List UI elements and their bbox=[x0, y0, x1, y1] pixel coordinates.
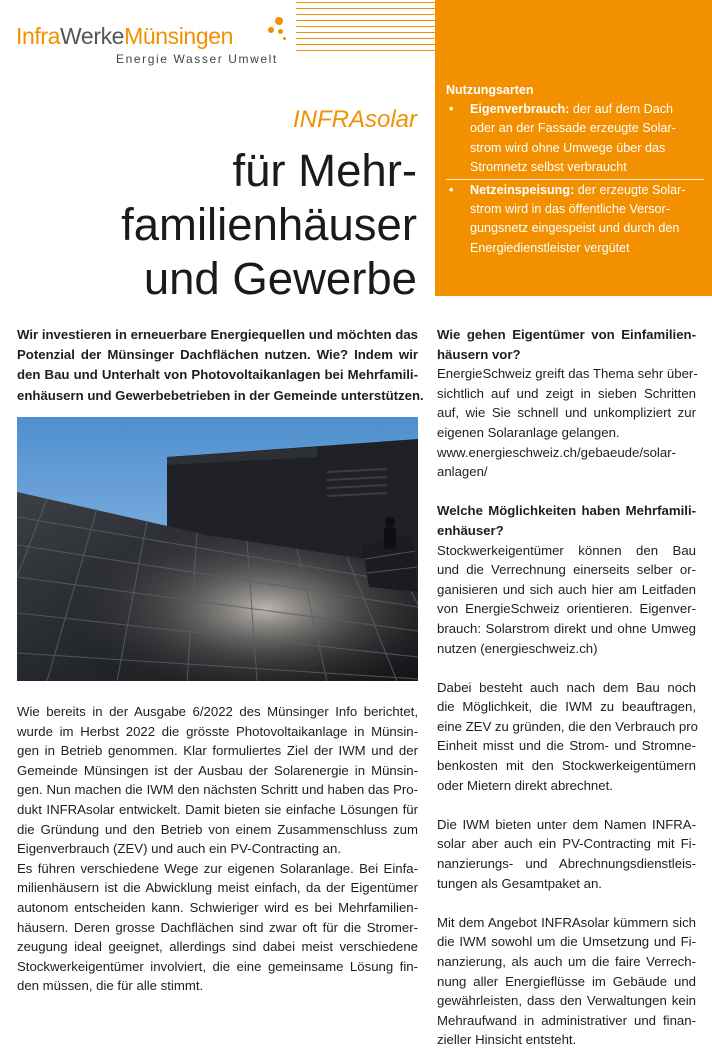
body-line: Mehraufwand in administrativer und finan- bbox=[437, 1012, 696, 1028]
body-line: Stockwerkeigentümer involviert, die eine gemeinsame Lösung fin- bbox=[17, 958, 418, 974]
body-line: nanzierungs- und Abrechnungsdienstleis- bbox=[437, 856, 696, 872]
title-line: familienhäuser bbox=[121, 199, 417, 250]
web-link[interactable]: anlagen/ bbox=[437, 464, 488, 480]
body-line: Stockwerkeigentümer können den Bau bbox=[437, 542, 696, 558]
logo bbox=[16, 16, 296, 66]
body-line: die Möglichkeit, die IWM zu beauftragen, bbox=[437, 699, 696, 715]
info-item-line: strom wird ohne Umwege über das bbox=[470, 140, 666, 155]
body-line: eigenen Solaranlage gelangen. bbox=[437, 424, 620, 440]
body-line: nutzen (energieschweiz.ch) bbox=[437, 640, 598, 656]
body-line: Die IWM bieten unter dem Namen INFRA- bbox=[437, 816, 696, 832]
body-line: zeugung ideal geeignet, allerdings sind dabei meist verschiedene bbox=[17, 939, 418, 955]
body-line: dukt INFRAsolar entwickelt. Damit bieten sie einfache Lösungen für bbox=[17, 801, 418, 817]
body-line: wurde im Herbst 2022 die grösste Photovoltaikanlage in Münsin- bbox=[17, 723, 418, 739]
body-line: autonom entscheiden kann. Schwieriger wird es bei Mehrfamilien- bbox=[17, 899, 418, 915]
body-line: auf, wie Sie schnell und unkompliziert zur bbox=[437, 405, 696, 421]
bullet-icon: • bbox=[449, 182, 454, 197]
body-line: oder Mietern direkt abrechnet. bbox=[437, 777, 613, 793]
web-link[interactable]: www.energieschweiz.ch/gebaeude/solar- bbox=[437, 444, 676, 460]
intro-line: den Bau und Unterhalt von Photovoltaikanlagen bei Mehrfamili- bbox=[17, 367, 418, 383]
article-kicker: INFRAsolar bbox=[292, 106, 417, 133]
logo-part-muensingen: Münsingen bbox=[124, 23, 233, 49]
body-line: brauch: Solarstrom direkt und ohne Umweg bbox=[437, 620, 696, 636]
body-line: milienhäusern ist die Abwicklung meist einfach, da der Eigentümer bbox=[17, 880, 418, 896]
article-title bbox=[0, 144, 417, 306]
info-box-list bbox=[446, 100, 704, 260]
logo-tagline: Energie Wasser Umwelt bbox=[116, 52, 278, 66]
body-text-right bbox=[437, 325, 696, 1050]
logo-dots-icon bbox=[262, 16, 288, 42]
info-item-line: strom wird in das öffentliche Versor- bbox=[470, 202, 670, 217]
body-line: nanzierung, als auch um die faire Verrech- bbox=[437, 954, 696, 969]
info-item-netzeinspeisung bbox=[446, 181, 704, 261]
title-line: für Mehr- bbox=[232, 145, 417, 196]
body-line: eine ZEV zu gründen, die den Verbrauch pro bbox=[437, 718, 698, 734]
body-line: gewährleisten, dass den Verwaltungen kein bbox=[437, 993, 696, 1009]
body-line: solar aber auch ein PV-Contracting mit Fi- bbox=[437, 836, 696, 852]
info-item-line: gungsnetz eingespeist und durch den bbox=[470, 221, 680, 236]
body-line: zieller Hinsicht entsteht. bbox=[437, 1032, 577, 1048]
header-stripes bbox=[296, 2, 435, 54]
body-line: Wie bereits in der Ausgabe 6/2022 des Münsinger Info berichtet, bbox=[17, 704, 418, 719]
logo-part-infra: Infra bbox=[16, 23, 61, 49]
title-line: und Gewerbe bbox=[143, 253, 417, 304]
body-line: Mit dem Angebot INFRAsolar kümmern sich bbox=[437, 914, 696, 930]
bullet-icon: • bbox=[449, 102, 454, 116]
info-item-term: Eigenverbrauch: bbox=[470, 102, 570, 116]
body-line: sichtlich auf und zeigt in sieben Schritten bbox=[437, 385, 696, 401]
info-item-eigenverbrauch bbox=[446, 100, 704, 180]
body-line: nung aller Energieflüsse im Gebäude und bbox=[437, 973, 696, 989]
body-line: Es führen verschiedene Wege zur eigenen Solaranlage. Bei Einfa- bbox=[17, 860, 418, 876]
body-text-left bbox=[17, 702, 418, 996]
body-line: benkosten mit den Stockwerkeigentümern bbox=[437, 758, 696, 774]
body-line: die Gründung und den Betrieb von einem Zusammenschluss zum bbox=[17, 821, 418, 837]
body-line: Einheit misst und die Strom- und Stromne- bbox=[437, 738, 696, 754]
info-box-nutzungsarten bbox=[435, 0, 712, 296]
body-line: gen. Nun machen die IWM den nächsten Schritt und haben das Pro- bbox=[17, 782, 418, 798]
body-line: Dabei besteht auch nach dem Bau noch bbox=[437, 679, 696, 695]
info-item-line: der erzeugte Solar- bbox=[574, 182, 686, 197]
body-line: Gemeinde Münsingen ist der Ausbau der Solarenergie in Münsin- bbox=[17, 762, 418, 778]
intro-line: Potenzial der Münsinger Dachflächen nutzen. Wie? Indem wir bbox=[17, 347, 418, 363]
logo-part-werke: Werke bbox=[60, 23, 125, 49]
intro-line: enhäusern und Gewerbebetrieben in der Gemeinde unterstützen. bbox=[17, 387, 424, 403]
body-line: die IWM sowohl um die Umsetzung und Fi- bbox=[437, 934, 696, 950]
logo-wordmark bbox=[16, 22, 233, 50]
info-box-title: Nutzungsarten bbox=[446, 83, 534, 97]
body-line: Eigenverbrauch (ZEV) und auch ein PV-Contracting an. bbox=[17, 841, 342, 857]
body-line: den müssen, die für alle stimmt. bbox=[17, 978, 204, 994]
section-heading-mehrfamilienhaeuser: Welche Möglichkeiten haben Mehrfamili- bbox=[437, 503, 696, 519]
body-line: häusern. Deren grosse Dachflächen sind zwar oft für die Stromer- bbox=[17, 919, 418, 935]
intro-line: Wir investieren in erneuerbare Energiequellen und möchten das bbox=[17, 327, 418, 342]
info-item-line: oder an der Fassade erzeugte Solar- bbox=[470, 121, 676, 136]
body-line: EnergieSchweiz greift das Thema sehr über- bbox=[437, 366, 698, 382]
solar-panels-photo bbox=[17, 417, 418, 681]
body-line: tungen als Gesamtpaket an. bbox=[437, 875, 602, 891]
section-heading-mehrfamilienhaeuser: enhäuser? bbox=[437, 522, 504, 538]
body-line: ganisieren und sich auch hier am Leitfaden bbox=[437, 581, 696, 597]
body-line: und die Verrechnung einerseits selber or- bbox=[437, 562, 696, 578]
intro-paragraph bbox=[17, 325, 424, 406]
info-item-line: Stromnetz selbst verbraucht bbox=[470, 160, 627, 175]
section-heading-einfamilienhaeuser: Wie gehen Eigentümer von Einfamilien- bbox=[437, 327, 696, 342]
info-item-line: Energiedienstleister vergütet bbox=[470, 240, 630, 255]
section-heading-einfamilienhaeuser: häusern vor? bbox=[437, 346, 521, 362]
body-line: gen in Betrieb genommen. Klar formuliertes Ziel der IWM und der bbox=[17, 743, 418, 759]
info-item-term: Netzeinspeisung: bbox=[470, 182, 575, 197]
info-item-line: der auf dem Dach bbox=[569, 102, 673, 116]
body-line: von EnergieSchweiz orientieren. Eigenver- bbox=[437, 601, 696, 617]
